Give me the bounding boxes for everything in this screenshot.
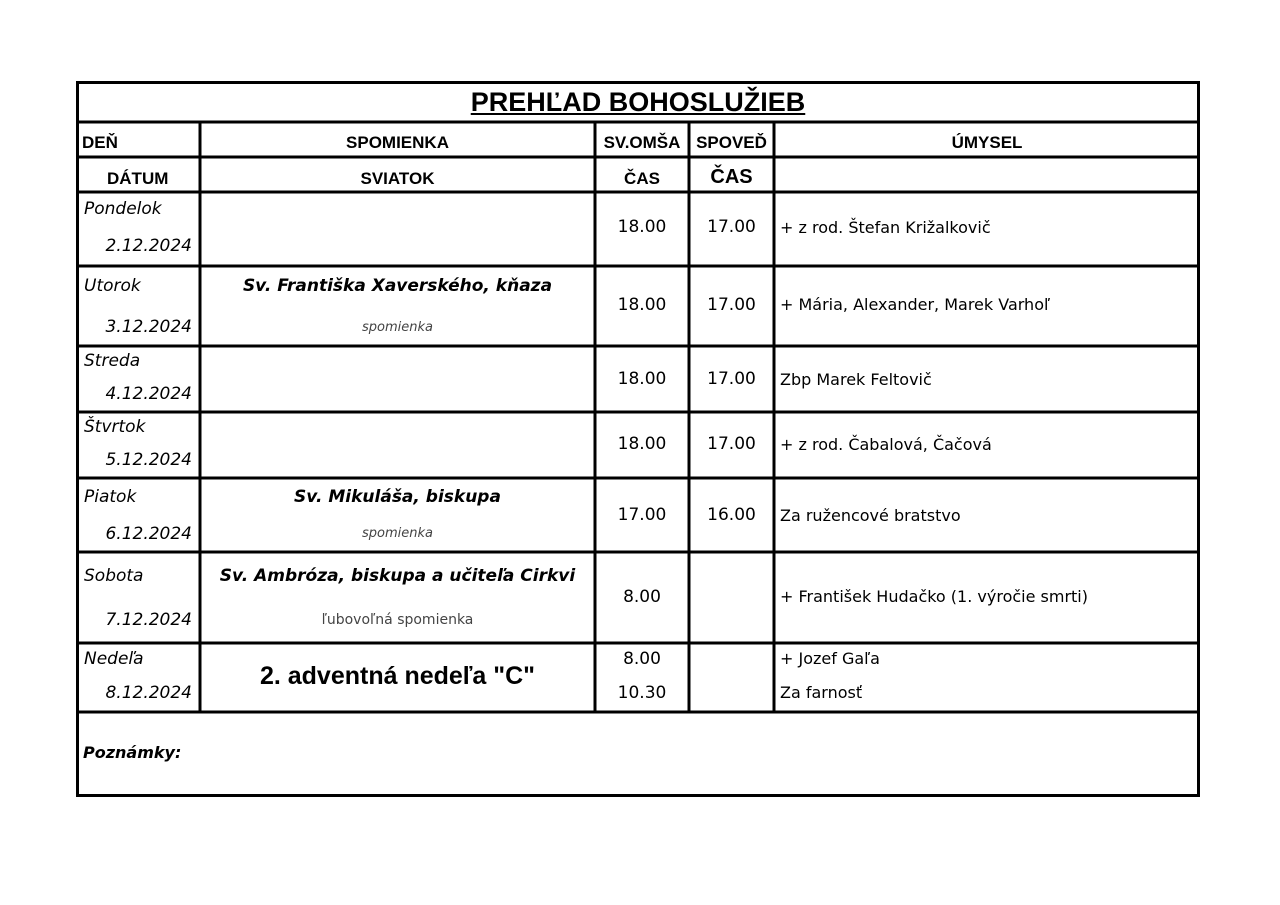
row-intention: Za farnosť [780,683,863,702]
header-day: DEŇ [82,133,118,152]
row-mass-time: 18.00 [617,369,667,389]
row-mass-time: 18.00 [617,217,667,237]
row-confession-time: 17.00 [707,434,756,454]
row-feast-rank: ľubovoľná spomienka [321,612,474,628]
row-day: Piatok [84,487,137,507]
page-title: PREHĽAD BOHOSLUŽIEB [470,87,806,117]
row-mass-time: 10.30 [617,683,667,703]
header-date: DÁTUM [107,169,169,188]
row-day: Sobota [84,566,144,586]
row-feast-rank: spomienka [362,526,433,541]
row-intention: Za ružencové bratstvo [780,506,961,525]
row-feast: 2. adventná nedeľa "C" [259,662,536,690]
row-intention: + z rod. Štefan Križalkovič [780,218,991,237]
row-date: 2.12.2024 [105,236,192,256]
row-date: 7.12.2024 [105,610,192,630]
row-day: Utorok [84,276,141,296]
notes-label: Poznámky: [83,743,182,762]
schedule-table [76,81,1200,797]
row-date: 6.12.2024 [105,524,192,544]
row-date: 4.12.2024 [105,384,192,404]
row-mass-time: 18.00 [617,295,667,315]
header-intention: ÚMYSEL [951,133,1023,152]
row-day: Streda [84,351,141,371]
row-confession-time: 17.00 [707,295,756,315]
row-confession-time: 17.00 [707,369,756,389]
row-feast: Sv. Mikuláša, biskupa [294,487,501,507]
row-confession-time: 16.00 [707,505,756,525]
row-feast-rank: spomienka [362,320,433,335]
header-confession-time: ČAS [710,166,753,188]
header-confession: SPOVEĎ [696,133,767,152]
row-mass-time: 18.00 [617,434,667,454]
row-day: Štvrtok [84,417,146,437]
row-intention: Zbp Marek Feltovič [780,370,932,389]
row-mass-time: 8.00 [623,587,661,607]
row-date: 5.12.2024 [105,450,192,470]
header-mass-time: ČAS [624,169,660,188]
row-intention: + z rod. Čabalová, Čačová [780,435,992,454]
header-mass: SV.OMŠA [603,133,681,152]
header-memorial: SPOMIENKA [346,133,449,152]
row-mass-time: 8.00 [623,649,661,669]
row-date: 8.12.2024 [105,683,192,703]
row-intention: + Mária, Alexander, Marek Varhoľ [780,295,1050,314]
row-day: Pondelok [84,199,162,219]
row-feast: Sv. Františka Xaverského, kňaza [242,276,553,296]
header-feast: SVIATOK [360,169,435,188]
row-intention: + František Hudačko (1. výročie smrti) [780,587,1088,606]
row-feast: Sv. Ambróza, biskupa a učiteľa Cirkvi [219,566,576,586]
row-mass-time: 17.00 [617,505,667,525]
row-date: 3.12.2024 [105,317,192,337]
row-day: Nedeľa [84,649,144,669]
row-confession-time: 17.00 [707,217,756,237]
row-intention: + Jozef Gaľa [780,649,880,668]
